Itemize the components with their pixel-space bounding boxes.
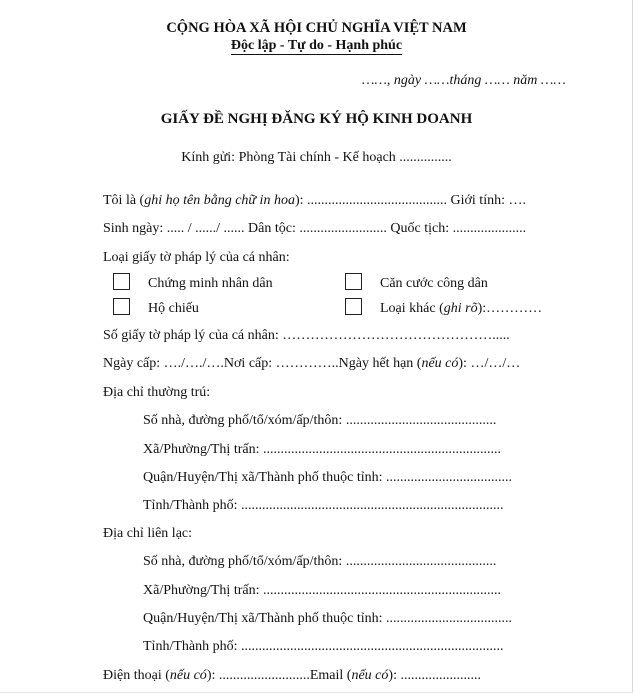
permanent-address-label: Địa chỉ thường trú: bbox=[103, 385, 211, 400]
opt-other-hint: ghi rõ bbox=[443, 301, 478, 316]
opt-citizen-id-label: Căn cước công dân bbox=[380, 276, 488, 291]
opt-other-line bbox=[380, 301, 542, 317]
form-title: GIẤY ĐỀ NGHỊ ĐĂNG KÝ HỘ KINH DOANH bbox=[160, 111, 473, 127]
motto-wrap bbox=[0, 38, 633, 54]
contact-district-line: Quận/Huyện/Thị xã/Thành phố thuộc tỉnh: .................................... bbox=[143, 611, 513, 626]
checkbox-passport[interactable] bbox=[113, 298, 130, 315]
perm-ward-line: Xã/Phường/Thị trấn: .................................................................... bbox=[143, 442, 501, 457]
opt-id-card-label: Chứng minh nhân dân bbox=[148, 276, 273, 291]
perm-street-line: Số nhà, đường phố/tổ/xóm/ấp/thôn: ........................................... bbox=[143, 413, 497, 428]
date-line: ……, ngày ……tháng …… năm …… bbox=[362, 73, 566, 88]
checkbox-id-card[interactable] bbox=[113, 273, 130, 290]
name-line bbox=[103, 193, 526, 209]
recipient-line: Kính gửi: Phòng Tài chính - Kế hoạch ............... bbox=[181, 150, 452, 165]
issue-line bbox=[103, 356, 520, 372]
opt-other-prefix: Loại khác ( bbox=[380, 301, 444, 316]
opt-passport-label: Hộ chiếu bbox=[148, 301, 199, 316]
birth-line: Sinh ngày: ..... / ....../ ...... Dân tộc: ......................... Quốc tịch: ..................... bbox=[103, 221, 527, 236]
perm-district-line: Quận/Huyện/Thị xã/Thành phố thuộc tỉnh: .................................... bbox=[143, 470, 513, 485]
email-hint: nếu có bbox=[351, 668, 389, 683]
name-suffix: ): ........................................ Giới tính: …. bbox=[294, 193, 526, 208]
national-title: CỘNG HÒA XÃ HỘI CHỦ NGHĨA VIỆT NAM bbox=[166, 20, 467, 36]
motto: Độc lập - Tự do - Hạnh phúc bbox=[230, 38, 403, 53]
name-hint: ghi họ tên bằng chữ in hoa bbox=[144, 193, 295, 208]
email-suffix: ): ....................... bbox=[388, 668, 481, 683]
checkbox-citizen-id[interactable] bbox=[345, 273, 362, 290]
contact-province-line: Tỉnh/Thành phố: ........................................................................... bbox=[143, 639, 504, 654]
contact-street-line: Số nhà, đường phố/tổ/xóm/ấp/thôn: ........................................... bbox=[143, 554, 497, 569]
doc-number-line: Số giấy tờ pháp lý của cá nhân: ………………………………………..... bbox=[103, 328, 510, 343]
phone-prefix: Điện thoại ( bbox=[103, 668, 170, 683]
contact-address-label: Địa chỉ liên lạc: bbox=[103, 526, 193, 541]
legal-doc-label: Loại giấy tờ pháp lý của cá nhân: bbox=[103, 250, 290, 265]
issue-hint: nếu có bbox=[421, 356, 459, 371]
opt-other-suffix: ):………… bbox=[477, 301, 543, 316]
contact-ward-line: Xã/Phường/Thị trấn: .................................................................... bbox=[143, 583, 501, 598]
phone-mid: ): ..........................Email ( bbox=[206, 668, 352, 683]
phone-email-line bbox=[103, 668, 481, 684]
name-prefix: Tôi là ( bbox=[103, 193, 145, 208]
checkbox-other[interactable] bbox=[345, 298, 362, 315]
phone-hint: nếu có bbox=[169, 668, 207, 683]
issue-prefix: Ngày cấp: …./…./….Nơi cấp: …………..Ngày hết hạn ( bbox=[103, 356, 422, 371]
issue-suffix: ): …/…/… bbox=[458, 356, 521, 371]
perm-province-line: Tỉnh/Thành phố: ........................................................................... bbox=[143, 498, 504, 513]
